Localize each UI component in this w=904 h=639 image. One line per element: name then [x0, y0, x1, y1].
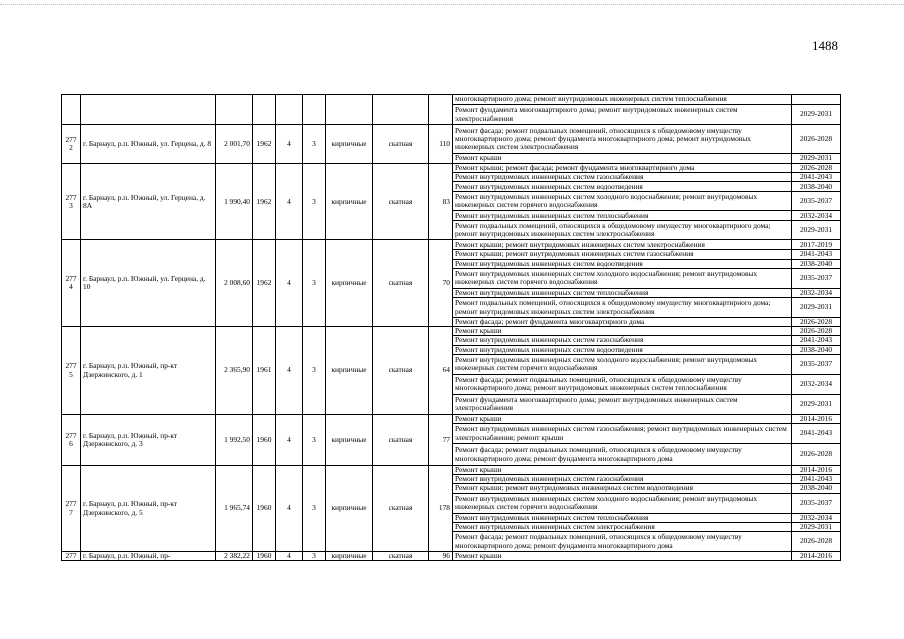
work-period-cell: 2026-2028 — [792, 164, 841, 173]
table-row — [62, 466, 841, 475]
year-cell: 1961 — [253, 327, 276, 415]
row-number: 277 3 — [62, 164, 81, 240]
work-description-cell: Ремонт фасада; ремонт подвальных помещений, относящихся к общедомовому имуществу многоквартирного дома; ремонт фундамента многоквартирного дома; ремонт внутридомовых инженерных систем электроснабжения — [453, 125, 792, 154]
entrances-cell: 3 — [303, 240, 326, 327]
row-number: 277 — [62, 552, 81, 561]
work-period-cell: 2035-2037 — [792, 192, 841, 211]
year-cell: 1962 — [253, 240, 276, 327]
work-period-cell: 2029-2031 — [792, 298, 841, 318]
work-period-cell: 2029-2031 — [792, 221, 841, 240]
address-cell: г. Барнаул, р.п. Южный, ул. Герцена, д. 8А — [81, 164, 216, 240]
work-period-cell: 2035-2037 — [792, 354, 841, 374]
work-period-cell: 2026-2028 — [792, 125, 841, 154]
wall-material-cell: кирпичные — [326, 240, 373, 327]
housing-repair-register-table — [61, 94, 841, 561]
work-description-cell: Ремонт подвальных помещений, относящихся к общедомовому имуществу многоквартирного дома; ремонт внутридомовых инженерных систем электроснабжения — [453, 221, 792, 240]
work-description-cell: Ремонт фасада; ремонт подвальных помещений, относящихся к общедомовому имуществу многоквартирного дома; ремонт фундамента многоквартирного дома — [453, 444, 792, 466]
entrances-cell: 3 — [303, 414, 326, 465]
residents-cell: 110 — [429, 125, 453, 164]
wall-material-cell: кирпичные — [326, 552, 373, 561]
area-cell: 1 990,40 — [216, 164, 253, 240]
roof-type-cell: скатная — [373, 164, 429, 240]
residents-cell — [429, 95, 453, 125]
roof-type-cell: скатная — [373, 240, 429, 327]
row-number — [62, 95, 81, 125]
work-period-cell: 2032-2034 — [792, 288, 841, 297]
work-period-cell: 2032-2034 — [792, 374, 841, 394]
work-period-cell: 2035-2037 — [792, 493, 841, 513]
year-cell: 1962 — [253, 125, 276, 164]
wall-material-cell: кирпичные — [326, 414, 373, 465]
work-period-cell: 2029-2031 — [792, 394, 841, 414]
work-period-cell: 2014-2016 — [792, 414, 841, 423]
entrances-cell: 3 — [303, 466, 326, 552]
floors-cell: 4 — [276, 164, 303, 240]
work-description-cell: Ремонт внутридомовых инженерных систем газоснабжения; ремонт внутридомовых инженерных систем электроснабжения; ремонт крыши — [453, 424, 792, 444]
work-description-cell: Ремонт крыши — [453, 154, 792, 164]
work-description-cell: Ремонт внутридомовых инженерных систем теплоснабжения — [453, 288, 792, 297]
work-description-cell: Ремонт внутридомовых инженерных систем водоотведения — [453, 259, 792, 268]
year-cell — [253, 95, 276, 125]
table-row — [62, 552, 841, 561]
residents-cell: 77 — [429, 414, 453, 465]
scan-top-edge — [0, 4, 904, 6]
address-cell — [81, 95, 216, 125]
work-description-cell: Ремонт внутридомовых инженерных систем газоснабжения — [453, 336, 792, 345]
address-cell: г. Барнаул, р.п. Южный, ул. Герцена, д. 8 — [81, 125, 216, 164]
work-description-cell: Ремонт внутридомовых инженерных систем холодного водоснабжения; ремонт внутридомовых инженерных систем горячего водоснабжения — [453, 354, 792, 374]
work-period-cell: 2038-2040 — [792, 484, 841, 493]
table-row — [62, 95, 841, 105]
work-period-cell: 2029-2031 — [792, 154, 841, 164]
work-description-cell: Ремонт внутридомовых инженерных систем электроснабжения — [453, 522, 792, 531]
work-period-cell: 2041-2043 — [792, 250, 841, 259]
work-description-cell: Ремонт внутридомовых инженерных систем холодного водоснабжения; ремонт внутридомовых инженерных систем горячего водоснабжения — [453, 493, 792, 513]
work-description-cell: Ремонт внутридомовых инженерных систем газоснабжения — [453, 173, 792, 182]
wall-material-cell: кирпичные — [326, 164, 373, 240]
work-description-cell: Ремонт крыши; ремонт фасада; ремонт фундамента многоквартирного дома — [453, 164, 792, 173]
address-cell: г. Барнаул, р.п. Южный, пр-кт Дзержинского, д. 5 — [81, 466, 216, 552]
work-period-cell: 2038-2040 — [792, 182, 841, 192]
work-description-cell: Ремонт внутридомовых инженерных систем теплоснабжения — [453, 513, 792, 522]
work-period-cell: 2014-2016 — [792, 552, 841, 561]
work-description-cell: Ремонт внутридомовых инженерных систем холодного водоснабжения; ремонт внутридомовых инженерных систем горячего водоснабжения — [453, 268, 792, 288]
address-cell: г. Барнаул, р.п. Южный, пр- — [81, 552, 216, 561]
floors-cell: 4 — [276, 327, 303, 415]
work-description-cell: Ремонт фасада; ремонт фундамента многоквартирного дома — [453, 318, 792, 327]
wall-material-cell: кирпичные — [326, 466, 373, 552]
work-period-cell: 2035-2037 — [792, 268, 841, 288]
work-description-cell: Ремонт крыши — [453, 414, 792, 423]
year-cell: 1960 — [253, 414, 276, 465]
roof-type-cell: скатная — [373, 414, 429, 465]
work-description-cell: Ремонт крыши — [453, 552, 792, 561]
work-description-cell: Ремонт крыши — [453, 466, 792, 475]
area-cell: 2 001,70 — [216, 125, 253, 164]
year-cell: 1960 — [253, 466, 276, 552]
work-period-cell: 2026-2028 — [792, 318, 841, 327]
row-number: 277 2 — [62, 125, 81, 164]
work-period-cell — [792, 95, 841, 105]
area-cell: 1 965,74 — [216, 466, 253, 552]
floors-cell: 4 — [276, 466, 303, 552]
work-description-cell: Ремонт подвальных помещений, относящихся к общедомовому имуществу многоквартирного дома; ремонт внутридомовых инженерных систем электроснабжения — [453, 298, 792, 318]
work-period-cell: 2041-2043 — [792, 475, 841, 484]
floors-cell — [276, 95, 303, 125]
work-period-cell: 2026-2028 — [792, 327, 841, 336]
roof-type-cell: скатная — [373, 466, 429, 552]
work-description-cell: Ремонт внутридомовых инженерных систем водоотведения — [453, 345, 792, 354]
floors-cell: 4 — [276, 125, 303, 164]
area-cell: 2 382,22 — [216, 552, 253, 561]
residents-cell: 178 — [429, 466, 453, 552]
work-period-cell: 2041-2043 — [792, 424, 841, 444]
entrances-cell: 3 — [303, 552, 326, 561]
work-description-cell: Ремонт внутридомовых инженерных систем газоснабжения — [453, 475, 792, 484]
work-period-cell: 2041-2043 — [792, 336, 841, 345]
work-description-cell: Ремонт фасада; ремонт подвальных помещений, относящихся к общедомовому имуществу многоквартирного дома; ремонт внутридомовых инженерных систем теплоснабжения — [453, 374, 792, 394]
area-cell: 2 008,60 — [216, 240, 253, 327]
work-description-cell: Ремонт фундамента многоквартирного дома; ремонт внутридомовых инженерных систем электроснабжения — [453, 105, 792, 125]
work-period-cell: 2038-2040 — [792, 259, 841, 268]
work-period-cell: 2029-2031 — [792, 105, 841, 125]
table-row — [62, 125, 841, 154]
row-number: 277 5 — [62, 327, 81, 415]
address-cell: г. Барнаул, р.п. Южный, пр-кт Дзержинского, д. 3 — [81, 414, 216, 465]
work-description-cell: Ремонт крыши; ремонт внутридомовых инженерных систем газоснабжения — [453, 250, 792, 259]
work-description-cell: Ремонт крыши — [453, 327, 792, 336]
work-period-cell: 2032-2034 — [792, 211, 841, 221]
address-cell: г. Барнаул, р.п. Южный, пр-кт Дзержинского, д. 1 — [81, 327, 216, 415]
work-period-cell: 2038-2040 — [792, 345, 841, 354]
entrances-cell: 3 — [303, 125, 326, 164]
page-number: 1488 — [812, 38, 838, 53]
year-cell: 1960 — [253, 552, 276, 561]
table-row — [62, 327, 841, 336]
work-period-cell: 2017-2019 — [792, 240, 841, 250]
floors-cell: 4 — [276, 240, 303, 327]
work-description-cell: многоквартирного дома; ремонт внутридомовых инженерных систем теплоснабжения — [453, 95, 792, 105]
table-row — [62, 414, 841, 423]
roof-type-cell — [373, 95, 429, 125]
table-row — [62, 164, 841, 173]
roof-type-cell: скатная — [373, 327, 429, 415]
area-cell: 2 365,90 — [216, 327, 253, 415]
area-cell: 1 992,50 — [216, 414, 253, 465]
row-number: 277 7 — [62, 466, 81, 552]
entrances-cell: 3 — [303, 164, 326, 240]
floors-cell: 4 — [276, 414, 303, 465]
residents-cell: 83 — [429, 164, 453, 240]
entrances-cell — [303, 95, 326, 125]
work-description-cell: Ремонт крыши; ремонт внутридомовых инженерных систем водоотведения — [453, 484, 792, 493]
work-description-cell: Ремонт внутридомовых инженерных систем водоотведения — [453, 182, 792, 192]
work-description-cell: Ремонт внутридомовых инженерных систем теплоснабжения — [453, 211, 792, 221]
entrances-cell: 3 — [303, 327, 326, 415]
work-period-cell: 2029-2031 — [792, 522, 841, 531]
wall-material-cell: кирпичные — [326, 327, 373, 415]
roof-type-cell: скатная — [373, 125, 429, 164]
roof-type-cell: скатная — [373, 552, 429, 561]
address-cell: г. Барнаул, р.п. Южный, ул. Герцена, д. 10 — [81, 240, 216, 327]
work-period-cell: 2014-2016 — [792, 466, 841, 475]
wall-material-cell — [326, 95, 373, 125]
wall-material-cell: кирпичные — [326, 125, 373, 164]
work-description-cell: Ремонт внутридомовых инженерных систем холодного водоснабжения; ремонт внутридомовых инженерных систем горячего водоснабжения — [453, 192, 792, 211]
work-description-cell: Ремонт фундамента многоквартирного дома; ремонт внутридомовых инженерных систем электроснабжения — [453, 394, 792, 414]
residents-cell: 96 — [429, 552, 453, 561]
row-number: 277 6 — [62, 414, 81, 465]
residents-cell: 70 — [429, 240, 453, 327]
work-period-cell: 2026-2028 — [792, 532, 841, 552]
area-cell — [216, 95, 253, 125]
table-row — [62, 240, 841, 250]
work-period-cell: 2026-2028 — [792, 444, 841, 466]
residents-cell: 64 — [429, 327, 453, 415]
work-period-cell: 2041-2043 — [792, 173, 841, 182]
work-period-cell: 2032-2034 — [792, 513, 841, 522]
year-cell: 1962 — [253, 164, 276, 240]
work-description-cell: Ремонт фасада; ремонт подвальных помещений, относящихся к общедомовому имуществу многоквартирного дома; ремонт фундамента многоквартирного дома — [453, 532, 792, 552]
row-number: 277 4 — [62, 240, 81, 327]
floors-cell: 4 — [276, 552, 303, 561]
work-description-cell: Ремонт крыши; ремонт внутридомовых инженерных систем электроснабжения — [453, 240, 792, 250]
